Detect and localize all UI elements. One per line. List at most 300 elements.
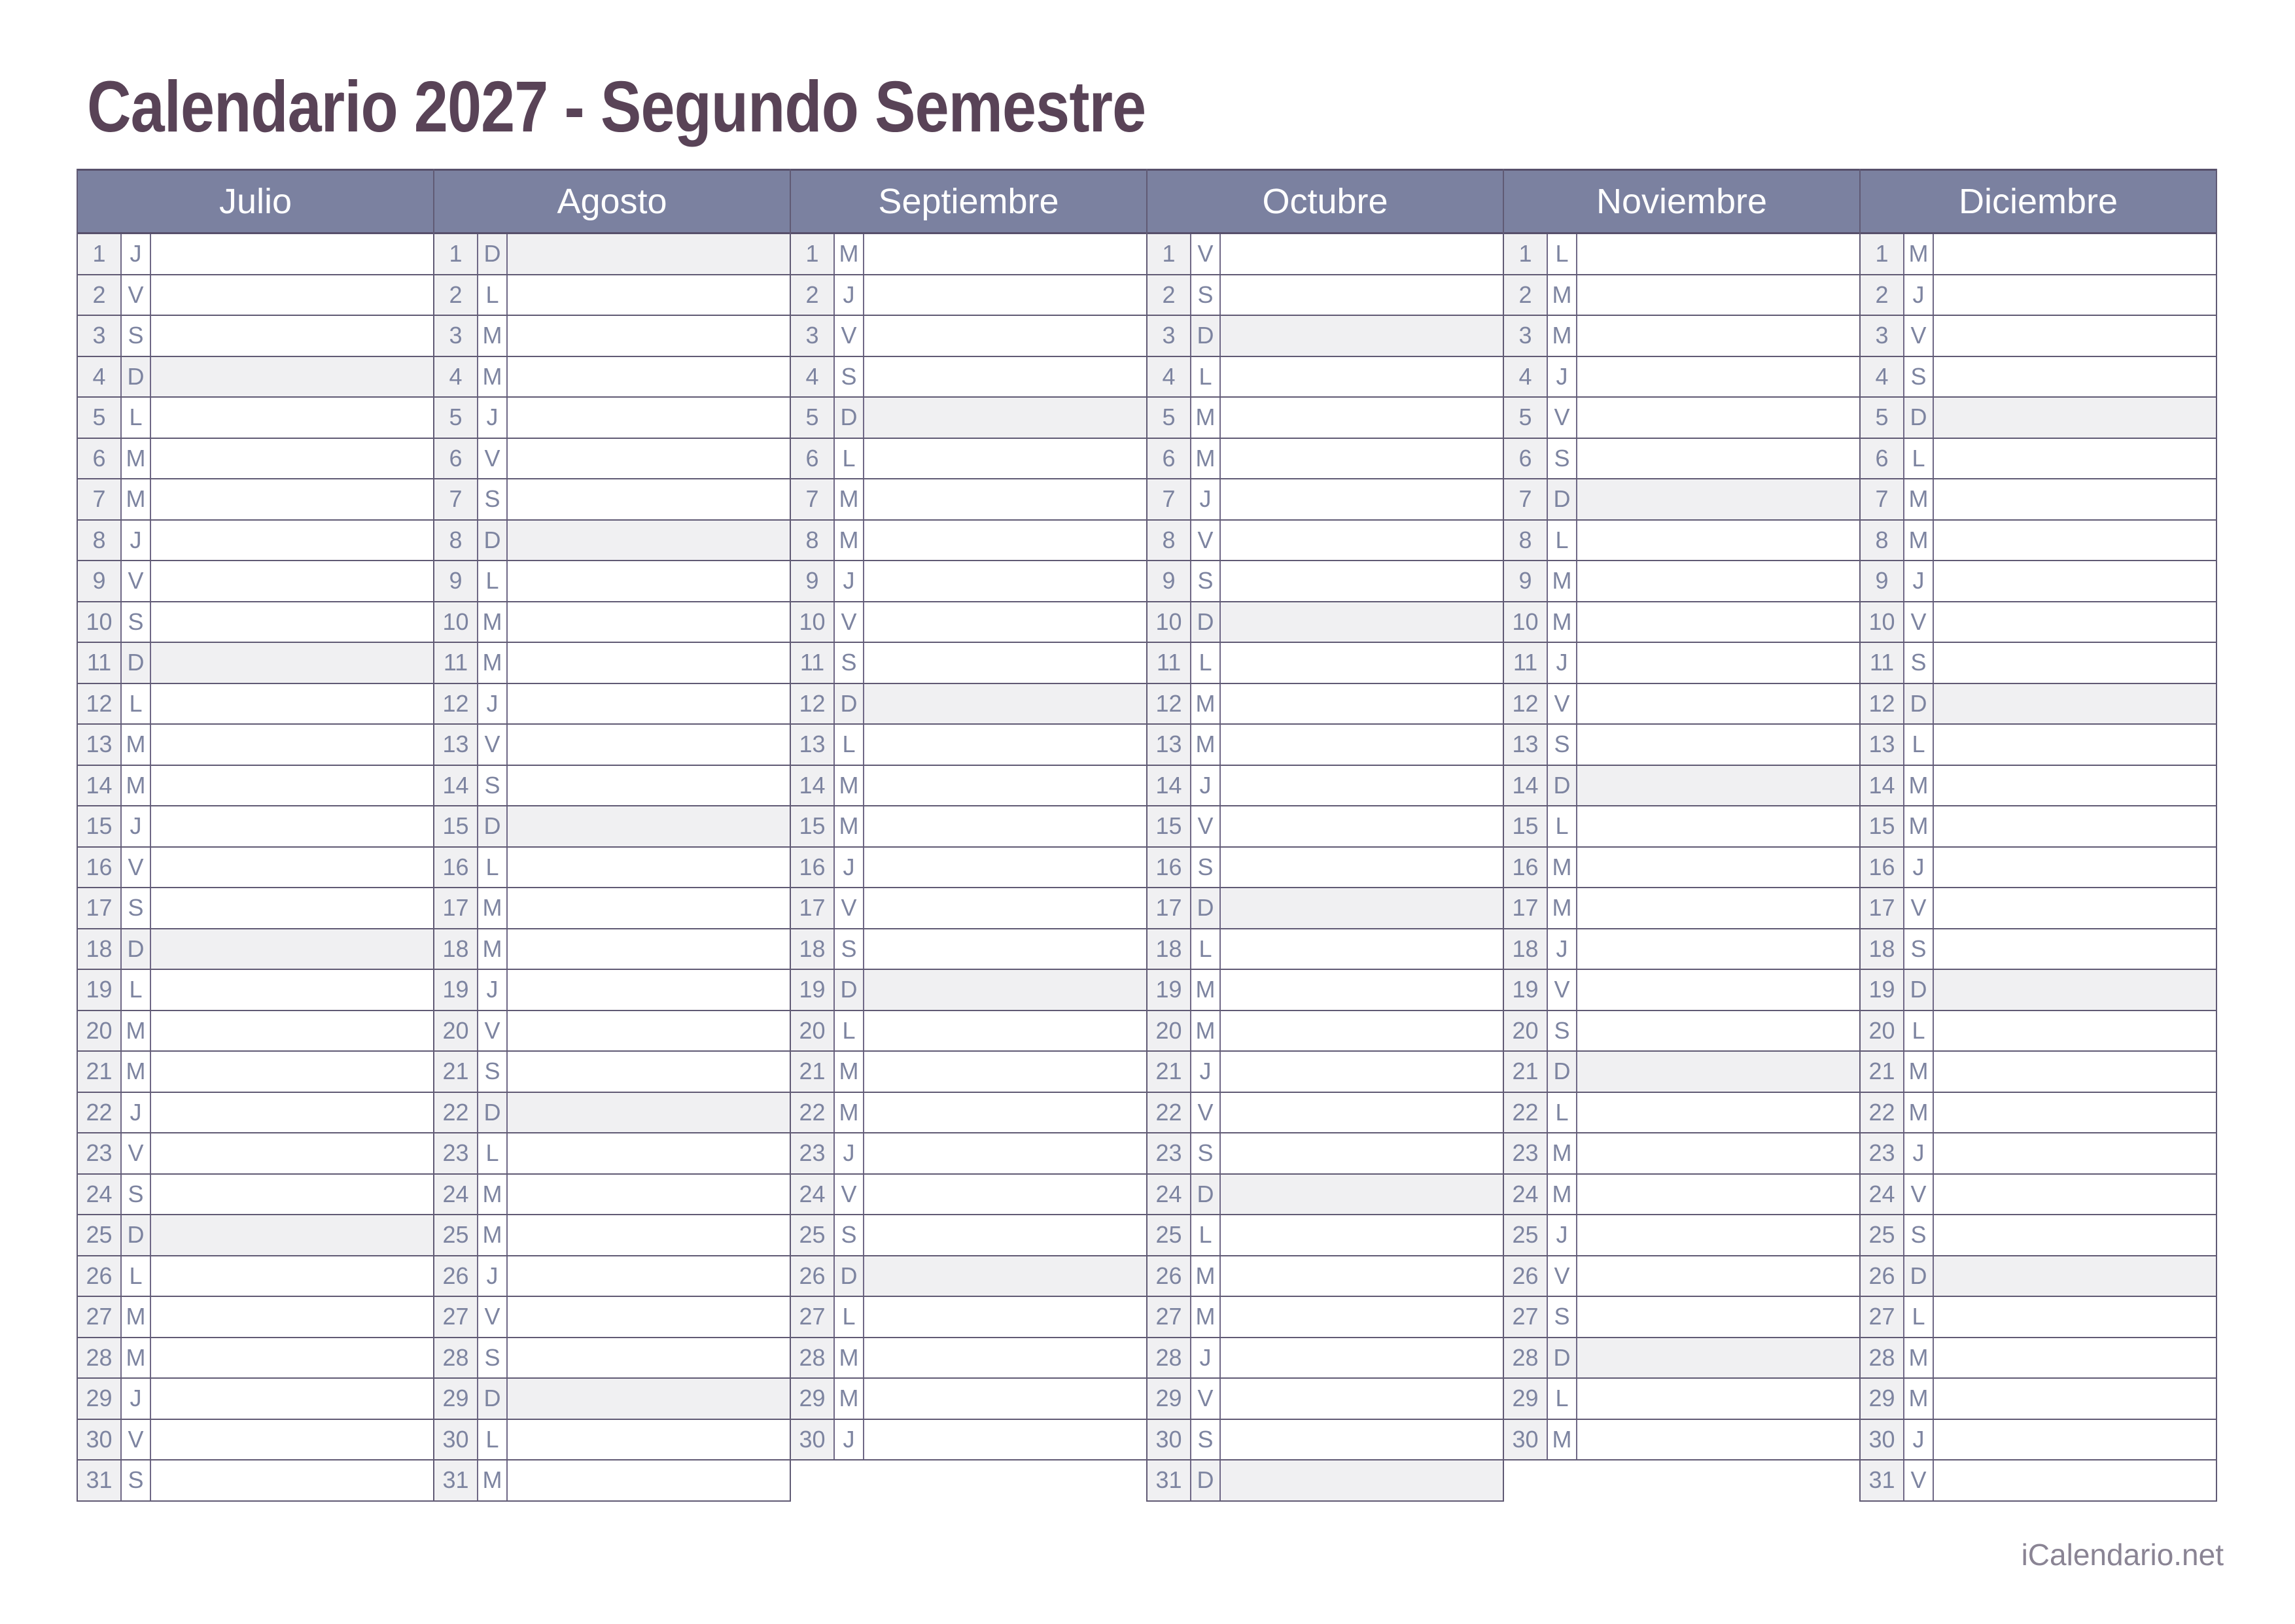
day-number: 22: [434, 1093, 478, 1133]
note-cell: [508, 521, 790, 561]
note-cell: [864, 275, 1146, 315]
day-row: [1504, 929, 1859, 971]
day-row: [78, 766, 433, 807]
note-cell: [508, 1093, 790, 1133]
day-number: 4: [1504, 357, 1548, 397]
day-letter: D: [122, 643, 151, 683]
note-cell: [864, 888, 1146, 928]
note-cell: [1221, 316, 1503, 356]
note-cell: [1221, 806, 1503, 846]
day-row: [1861, 970, 2216, 1011]
day-number: 20: [1861, 1011, 1904, 1051]
day-row: [791, 521, 1146, 562]
day-letter: M: [835, 521, 864, 561]
note-cell: [151, 929, 433, 969]
day-number: 17: [1148, 888, 1191, 928]
day-number: 11: [434, 643, 478, 683]
day-number: 15: [1861, 806, 1904, 846]
day-row: [791, 684, 1146, 725]
note-cell: [1577, 1338, 1859, 1378]
day-row: [1148, 1093, 1503, 1134]
day-number: 29: [791, 1379, 835, 1419]
day-letter: V: [122, 1133, 151, 1173]
day-row: [78, 970, 433, 1011]
day-row: [1148, 316, 1503, 357]
day-letter: L: [478, 1133, 508, 1173]
day-row: [1504, 1338, 1859, 1379]
note-cell: [1577, 521, 1859, 561]
note-cell: [508, 439, 790, 479]
day-row: [1148, 725, 1503, 766]
day-row: [78, 1215, 433, 1256]
day-row: [1504, 1379, 1859, 1420]
note-cell: [1221, 1460, 1503, 1500]
note-cell: [864, 725, 1146, 765]
note-cell: [151, 1420, 433, 1460]
day-letter: M: [1548, 561, 1577, 601]
day-number: 23: [78, 1133, 122, 1173]
day-row: [78, 806, 433, 848]
note-cell: [508, 929, 790, 969]
day-letter: M: [478, 316, 508, 356]
day-number: 28: [1148, 1338, 1191, 1378]
note-cell: [1221, 275, 1503, 315]
note-cell: [1934, 1297, 2216, 1337]
day-number: 14: [78, 766, 122, 806]
day-row: [1861, 684, 2216, 725]
day-letter: V: [835, 316, 864, 356]
note-cell: [508, 1420, 790, 1460]
day-number: 14: [1861, 766, 1904, 806]
day-number: 21: [434, 1052, 478, 1092]
note-cell: [151, 970, 433, 1010]
day-row: [791, 848, 1146, 889]
note-cell: [508, 275, 790, 315]
day-letter: S: [478, 1338, 508, 1378]
day-letter: J: [1904, 848, 1934, 888]
day-letter: L: [122, 1256, 151, 1296]
day-row: [1861, 1052, 2216, 1093]
note-cell: [1577, 643, 1859, 683]
day-letter: S: [122, 316, 151, 356]
day-letter: D: [835, 398, 864, 438]
day-number: 7: [1861, 479, 1904, 519]
day-row: [434, 1420, 790, 1461]
day-letter: D: [835, 684, 864, 724]
note-cell: [1577, 1297, 1859, 1337]
day-number: 20: [791, 1011, 835, 1051]
day-row: [1861, 1297, 2216, 1338]
day-number: 31: [434, 1460, 478, 1500]
day-row: [78, 479, 433, 521]
day-letter: S: [122, 602, 151, 642]
day-number: 16: [1148, 848, 1191, 888]
note-cell: [1577, 439, 1859, 479]
day-row: [1861, 766, 2216, 807]
day-row: [791, 929, 1146, 971]
day-letter: M: [1904, 479, 1934, 519]
day-row: [1504, 1297, 1859, 1338]
day-number: 7: [1504, 479, 1548, 519]
day-row: [1861, 439, 2216, 480]
day-letter: L: [1904, 439, 1934, 479]
day-number: 22: [1504, 1093, 1548, 1133]
day-number: 9: [1504, 561, 1548, 601]
day-letter: M: [835, 479, 864, 519]
day-row: [78, 1175, 433, 1216]
day-row: [1861, 1379, 2216, 1420]
note-cell: [151, 725, 433, 765]
day-number: 16: [1504, 848, 1548, 888]
note-cell: [864, 1133, 1146, 1173]
note-cell: [508, 888, 790, 928]
day-number: 8: [78, 521, 122, 561]
day-row: [434, 643, 790, 684]
day-letter: J: [122, 521, 151, 561]
day-number: 13: [1148, 725, 1191, 765]
note-cell: [1221, 1093, 1503, 1133]
day-number: 8: [1504, 521, 1548, 561]
day-letter: D: [1191, 1175, 1221, 1215]
watermark-text: iCalendario.net: [2021, 1538, 2224, 1572]
note-cell: [1221, 1052, 1503, 1092]
day-row: [1148, 1011, 1503, 1052]
day-letter: S: [122, 1460, 151, 1500]
day-number: 19: [791, 970, 835, 1010]
day-row: [1504, 725, 1859, 766]
day-row: [1148, 1215, 1503, 1256]
day-letter: V: [1191, 1379, 1221, 1419]
month-header: Noviembre: [1504, 169, 1859, 234]
day-row: [1148, 888, 1503, 929]
note-cell: [1221, 643, 1503, 683]
day-letter: D: [835, 970, 864, 1010]
day-row: [791, 398, 1146, 439]
note-cell: [1934, 1256, 2216, 1296]
note-cell: [1221, 1420, 1503, 1460]
day-letter: V: [1548, 1256, 1577, 1296]
note-cell: [864, 1297, 1146, 1337]
day-number: 8: [434, 521, 478, 561]
day-row: [1504, 602, 1859, 644]
day-number: 25: [791, 1215, 835, 1255]
day-letter: M: [1191, 439, 1221, 479]
day-number: 7: [791, 479, 835, 519]
note-cell: [1577, 1011, 1859, 1051]
day-letter: M: [478, 1175, 508, 1215]
day-number: 20: [434, 1011, 478, 1051]
note-cell: [508, 848, 790, 888]
day-letter: V: [1904, 602, 1934, 642]
day-letter: V: [478, 725, 508, 765]
day-row: [1504, 643, 1859, 684]
day-row: [1861, 1093, 2216, 1134]
day-number: 23: [434, 1133, 478, 1173]
note-cell: [1934, 848, 2216, 888]
note-cell: [1221, 479, 1503, 519]
note-cell: [864, 929, 1146, 969]
note-cell: [151, 398, 433, 438]
day-letter: V: [122, 275, 151, 315]
day-letter: D: [122, 929, 151, 969]
day-letter: D: [122, 357, 151, 397]
day-letter: J: [835, 1420, 864, 1460]
day-row: [791, 888, 1146, 929]
note-cell: [151, 643, 433, 683]
note-cell: [151, 479, 433, 519]
day-letter: S: [1548, 1297, 1577, 1337]
note-cell: [508, 1175, 790, 1215]
day-letter: J: [478, 398, 508, 438]
day-row: [78, 439, 433, 480]
note-cell: [151, 1215, 433, 1255]
day-letter: L: [1548, 806, 1577, 846]
day-letter: M: [1548, 848, 1577, 888]
day-row: [78, 1460, 433, 1502]
day-number: 24: [1861, 1175, 1904, 1215]
note-cell: [1577, 1133, 1859, 1173]
day-letter: D: [478, 1093, 508, 1133]
month-header: Octubre: [1148, 169, 1503, 234]
day-row: [78, 357, 433, 398]
day-row: [78, 848, 433, 889]
day-row: [1504, 888, 1859, 929]
day-row: [1861, 521, 2216, 562]
day-number: 29: [1861, 1379, 1904, 1419]
day-row: [434, 970, 790, 1011]
day-number: 21: [791, 1052, 835, 1092]
day-letter: M: [1548, 888, 1577, 928]
day-number: 2: [1504, 275, 1548, 315]
day-number: 29: [1504, 1379, 1548, 1419]
day-number: 1: [78, 234, 122, 274]
day-letter: M: [478, 357, 508, 397]
note-cell: [1577, 1215, 1859, 1255]
note-cell: [1934, 602, 2216, 642]
day-number: 11: [1148, 643, 1191, 683]
day-letter: M: [1904, 766, 1934, 806]
page-title: Calendario 2027 - Segundo Semestre: [87, 67, 1146, 147]
day-row: [1148, 1338, 1503, 1379]
day-row: [78, 643, 433, 684]
day-number: 27: [78, 1297, 122, 1337]
day-letter: S: [1904, 643, 1934, 683]
day-number: 3: [1504, 316, 1548, 356]
day-number: 24: [1504, 1175, 1548, 1215]
day-letter: M: [122, 1011, 151, 1051]
note-cell: [151, 1256, 433, 1296]
day-number: 30: [1861, 1420, 1904, 1460]
note-cell: [151, 766, 433, 806]
day-row: [1504, 684, 1859, 725]
day-number: 4: [791, 357, 835, 397]
day-number: 20: [1148, 1011, 1191, 1051]
note-cell: [1934, 929, 2216, 969]
day-letter: M: [1548, 1133, 1577, 1173]
day-letter: M: [122, 479, 151, 519]
note-cell: [151, 316, 433, 356]
note-cell: [864, 643, 1146, 683]
day-row: [791, 602, 1146, 644]
note-cell: [1221, 1379, 1503, 1419]
day-row: [791, 643, 1146, 684]
day-letter: L: [1548, 521, 1577, 561]
note-cell: [508, 1338, 790, 1378]
day-letter: D: [1191, 316, 1221, 356]
month-header: Agosto: [434, 169, 790, 234]
day-letter: L: [122, 970, 151, 1010]
day-number: 24: [78, 1175, 122, 1215]
day-row: [791, 806, 1146, 848]
day-number: 19: [434, 970, 478, 1010]
note-cell: [151, 1460, 433, 1500]
note-cell: [1221, 1133, 1503, 1173]
day-number: 5: [78, 398, 122, 438]
day-number: 24: [1148, 1175, 1191, 1215]
note-cell: [1577, 1256, 1859, 1296]
day-number: 15: [1504, 806, 1548, 846]
day-number: 17: [791, 888, 835, 928]
day-number: 18: [791, 929, 835, 969]
note-cell: [151, 888, 433, 928]
day-number: 8: [1148, 521, 1191, 561]
note-cell: [1934, 561, 2216, 601]
day-row: [1861, 1338, 2216, 1379]
day-number: 14: [434, 766, 478, 806]
day-row: [1861, 561, 2216, 602]
day-number: 18: [1148, 929, 1191, 969]
day-row: [1504, 521, 1859, 562]
day-row: [434, 1297, 790, 1338]
note-cell: [864, 766, 1146, 806]
day-letter: L: [835, 439, 864, 479]
note-cell: [151, 1338, 433, 1378]
day-row: [1148, 970, 1503, 1011]
day-row: [78, 1093, 433, 1134]
day-letter: V: [1191, 806, 1221, 846]
note-cell: [864, 1256, 1146, 1296]
note-cell: [508, 357, 790, 397]
day-row: [78, 888, 433, 929]
note-cell: [1221, 398, 1503, 438]
day-row: [1861, 1011, 2216, 1052]
day-number: 9: [1861, 561, 1904, 601]
note-cell: [508, 725, 790, 765]
day-letter: J: [122, 234, 151, 274]
day-letter: D: [1548, 479, 1577, 519]
day-number: 10: [78, 602, 122, 642]
day-letter: M: [835, 806, 864, 846]
day-letter: L: [1904, 1011, 1934, 1051]
day-row: [78, 929, 433, 971]
day-number: 27: [434, 1297, 478, 1337]
note-cell: [1221, 357, 1503, 397]
day-number: 30: [791, 1420, 835, 1460]
day-letter: J: [478, 684, 508, 724]
day-row: [1861, 1460, 2216, 1502]
day-letter: V: [1191, 234, 1221, 274]
day-letter: S: [1191, 1420, 1221, 1460]
note-cell: [1934, 275, 2216, 315]
note-cell: [864, 561, 1146, 601]
day-letter: M: [478, 929, 508, 969]
day-letter: M: [1548, 1175, 1577, 1215]
day-number: 2: [791, 275, 835, 315]
day-letter: M: [835, 1052, 864, 1092]
day-row: [434, 521, 790, 562]
note-cell: [1934, 888, 2216, 928]
day-letter: V: [122, 1420, 151, 1460]
day-row: [1861, 806, 2216, 848]
day-letter: L: [478, 1420, 508, 1460]
note-cell: [864, 234, 1146, 274]
note-cell: [508, 398, 790, 438]
day-number: 21: [1504, 1052, 1548, 1092]
day-row: [434, 316, 790, 357]
note-cell: [1221, 521, 1503, 561]
day-row: [78, 234, 433, 275]
day-number: 11: [78, 643, 122, 683]
day-letter: L: [835, 1297, 864, 1337]
day-number: 27: [791, 1297, 835, 1337]
note-cell: [864, 1420, 1146, 1460]
day-row: [1504, 234, 1859, 275]
day-number: 25: [1148, 1215, 1191, 1255]
day-number: 10: [1861, 602, 1904, 642]
note-cell: [151, 602, 433, 642]
day-row: [1504, 1093, 1859, 1134]
note-cell: [508, 1011, 790, 1051]
day-letter: M: [1191, 1256, 1221, 1296]
day-number: 22: [1148, 1093, 1191, 1133]
day-row: [1148, 602, 1503, 644]
note-cell: [864, 479, 1146, 519]
day-row: [791, 1338, 1146, 1379]
day-row: [1504, 970, 1859, 1011]
day-number: 17: [1504, 888, 1548, 928]
day-letter: L: [835, 1011, 864, 1051]
day-number: 19: [1504, 970, 1548, 1010]
day-row: [434, 848, 790, 889]
day-number: 3: [434, 316, 478, 356]
note-cell: [151, 848, 433, 888]
day-number: 16: [434, 848, 478, 888]
day-letter: D: [1548, 766, 1577, 806]
note-cell: [1934, 357, 2216, 397]
day-row: [791, 1133, 1146, 1175]
day-row: [1861, 316, 2216, 357]
day-row: [434, 479, 790, 521]
day-letter: J: [1191, 766, 1221, 806]
day-row: [1148, 398, 1503, 439]
day-number: 10: [791, 602, 835, 642]
day-row: [1861, 398, 2216, 439]
day-number: 13: [791, 725, 835, 765]
day-row: [1504, 1215, 1859, 1256]
day-letter: S: [1548, 1011, 1577, 1051]
day-row: [1148, 234, 1503, 275]
day-row: [1148, 357, 1503, 398]
day-letter: J: [1904, 275, 1934, 315]
day-row: [1148, 1175, 1503, 1216]
day-number: 17: [434, 888, 478, 928]
note-cell: [1934, 1133, 2216, 1173]
day-row: [434, 1256, 790, 1298]
note-cell: [864, 1379, 1146, 1419]
day-number: 27: [1861, 1297, 1904, 1337]
day-letter: M: [478, 1215, 508, 1255]
day-number: 12: [1504, 684, 1548, 724]
